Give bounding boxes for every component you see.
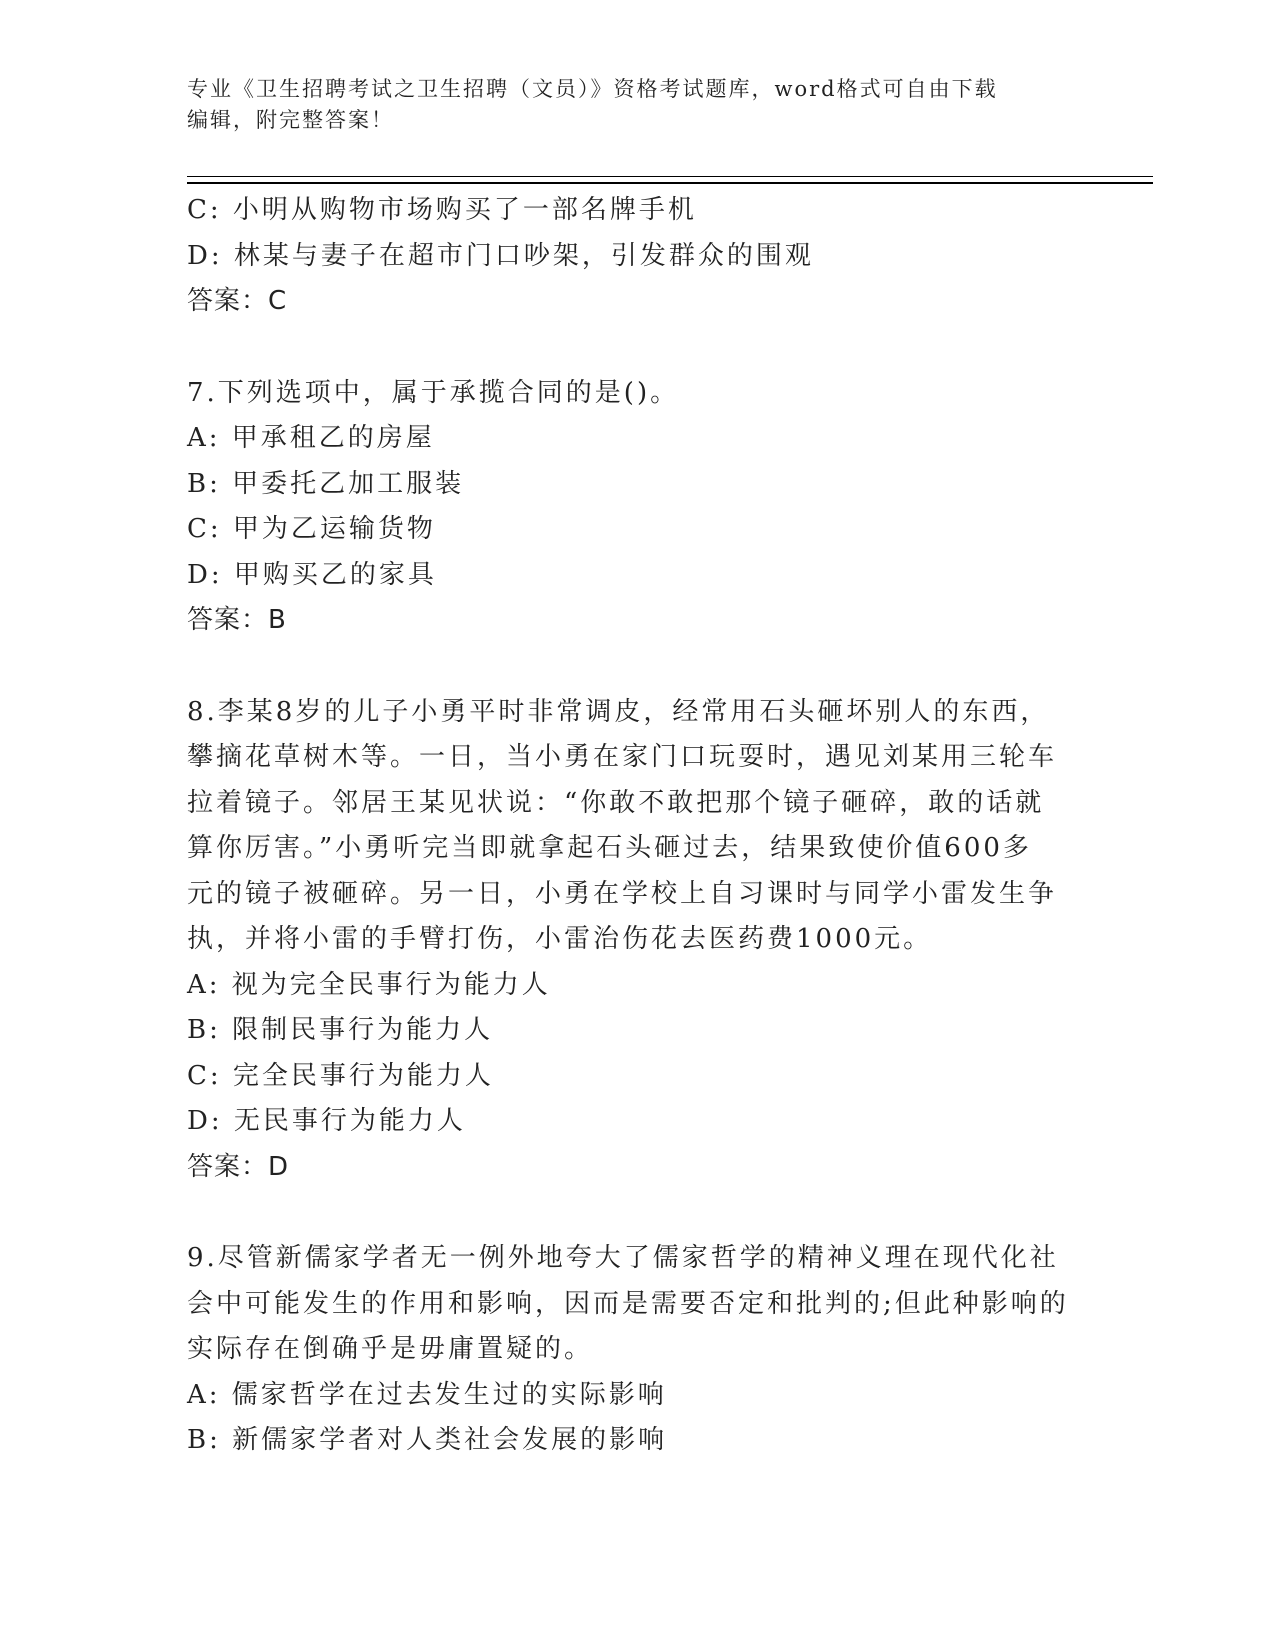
question-6 (187, 188, 1087, 325)
q6-option-c: C: 小明从购物市场购买了一部名牌手机 (187, 195, 697, 225)
header-line-2: 编辑，附完整答案！ (187, 108, 394, 132)
q9-stem-line: 9.尽管新儒家学者无一例外地夸大了儒家哲学的精神义理在现代化社 (187, 1243, 1059, 1273)
spacer (187, 644, 1087, 690)
spacer (187, 325, 1087, 371)
q8-stem-line: 攀摘花草树木等。一日，当小勇在家门口玩耍时，遇见刘某用三轮车 (187, 742, 1058, 772)
q8-stem-line: 8.李某8岁的儿子小勇平时非常调皮，经常用石头砸坏别人的东西， (187, 696, 1050, 727)
q8-stem-line: 执，并将小雷的手臂打伤，小雷治伤花去医药费1000元。 (187, 924, 933, 954)
q7-option-b: B: 甲委托乙加工服装 (187, 468, 465, 499)
header-line-1: 专业《卫生招聘考试之卫生招聘（文员）》资格考试题库，word格式可自由下载 (187, 77, 998, 101)
q6-answer: 答案：C (187, 286, 288, 316)
page-header (187, 74, 1087, 136)
q8-stem-line: 元的镜子被砸碎。另一日，小勇在学校上自习课时与同学小雷发生争 (187, 878, 1058, 909)
header-rule (187, 176, 1153, 184)
q9-stem-line: 会中可能发生的作用和影响，因而是需要否定和批判的;但此种影响的 (187, 1288, 1069, 1319)
q6-option-d: D: 林某与妻子在超市门口吵架，引发群众的围观 (187, 240, 814, 271)
q8-option-a: A: 视为完全民事行为能力人 (187, 969, 551, 1000)
question-8 (187, 690, 1087, 1191)
q8-option-d: D: 无民事行为能力人 (187, 1106, 466, 1136)
q8-stem-line: 算你厉害。”小勇听完当即就拿起石头砸过去，结果致使价值600多 (187, 833, 1032, 863)
q9-option-a: A: 儒家哲学在过去发生过的实际影响 (187, 1379, 667, 1410)
question-7 (187, 371, 1087, 644)
q7-option-d: D: 甲购买乙的家具 (187, 559, 437, 590)
q8-option-c: C: 完全民事行为能力人 (187, 1060, 494, 1091)
q8-answer: 答案：D (187, 1151, 290, 1182)
question-9 (187, 1236, 1087, 1464)
spacer (187, 1190, 1087, 1236)
q9-stem-line: 实际存在倒确乎是毋庸置疑的。 (187, 1334, 594, 1364)
q7-answer: 答案：B (187, 605, 287, 635)
q8-option-b: B: 限制民事行为能力人 (187, 1015, 494, 1045)
q7-option-c: C: 甲为乙运输货物 (187, 514, 436, 544)
q7-option-a: A: 甲承租乙的房屋 (187, 423, 435, 453)
q7-stem: 7.下列选项中，属于承揽合同的是()。 (187, 377, 680, 408)
q9-option-b: B: 新儒家学者对人类社会发展的影响 (187, 1425, 668, 1455)
q8-stem-line: 拉着镜子。邻居王某见状说：“你敢不敢把那个镜子砸碎，敢的话就 (187, 787, 1045, 818)
document-body (187, 188, 1087, 1464)
